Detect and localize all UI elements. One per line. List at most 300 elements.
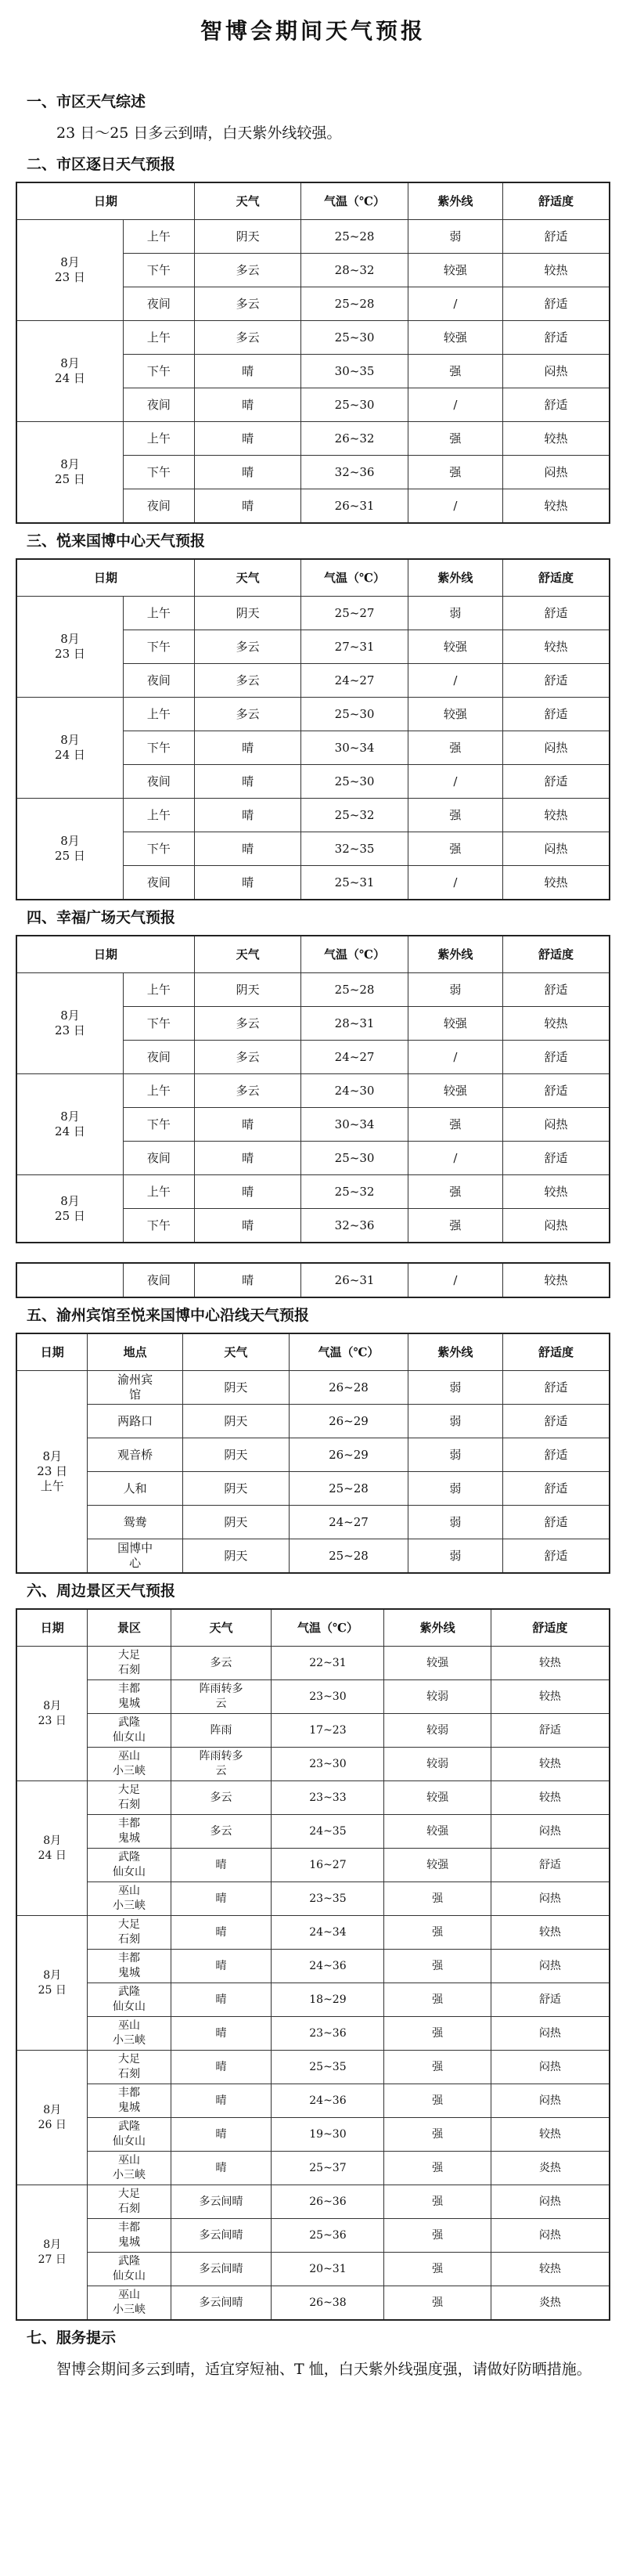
uv-cell: 较强 [408,254,502,287]
table-row [16,2286,610,2321]
date-cell: 8月 24 日 [16,321,123,422]
date-cell: 8月 23 日 [16,220,123,321]
weather-cell: 多云 [194,1041,300,1074]
temp-cell: 30~34 [301,731,408,765]
table-row [16,1371,610,1405]
comfort-cell: 较热 [491,1680,610,1714]
spot-cell: 武隆 仙女山 [88,2118,171,2152]
uv-cell: 较强 [408,698,502,731]
section-title: 六、周边景区天气预报 [27,1582,176,1600]
weather-cell: 晴 [171,2152,272,2185]
table-header-row [16,559,610,597]
uv-cell: 强 [384,2253,491,2286]
comfort-cell: 闷热 [491,2051,610,2084]
spot-cell: 巫山 小三峡 [88,1748,171,1781]
temp-cell: 25~28 [301,220,408,254]
temp-cell: 32~36 [301,456,408,489]
comfort-cell: 闷热 [503,731,610,765]
weather-cell: 晴 [171,1983,272,2017]
period-cell: 下午 [123,254,194,287]
uv-cell: 强 [408,1209,502,1243]
uv-cell: 强 [384,1916,491,1950]
comfort-cell: 闷热 [503,832,610,866]
temp-cell: 25~32 [301,799,408,832]
comfort-cell: 较热 [491,1748,610,1781]
comfort-cell: 闷热 [491,1815,610,1849]
comfort-cell: 闷热 [491,1882,610,1916]
uv-cell: 强 [384,2017,491,2051]
document-title: 智博会期间天气预报 [200,18,426,44]
weather-cell: 阴天 [194,973,300,1007]
uv-cell: 较弱 [384,1680,491,1714]
temp-cell: 24~30 [301,1074,408,1108]
temp-cell: 24~34 [272,1916,384,1950]
column-header-temp: 气温（℃） [290,1333,408,1371]
table-row [16,1815,610,1849]
uv-cell: 弱 [408,1506,502,1539]
table-row [16,2219,610,2253]
weather-cell: 晴 [194,456,300,489]
column-header-uv: 紫外线 [408,1333,502,1371]
table-row [16,2084,610,2118]
comfort-cell: 较热 [503,422,610,456]
uv-cell: 强 [384,2286,491,2321]
weather-cell: 晴 [171,1950,272,1983]
weather-cell: 晴 [194,1209,300,1243]
temp-cell: 26~31 [301,1263,408,1297]
comfort-cell: 舒适 [503,321,610,355]
period-cell: 夜间 [123,664,194,698]
uv-cell: 强 [408,355,502,388]
city-daily-table [16,182,610,524]
uv-cell: 强 [384,2152,491,2185]
uv-cell: 强 [408,1108,502,1142]
temp-cell: 23~33 [272,1781,384,1815]
table-row [16,1680,610,1714]
temp-cell: 22~31 [272,1647,384,1680]
temp-cell: 27~31 [301,630,408,664]
weather-cell: 晴 [194,422,300,456]
weather-cell: 晴 [194,1108,300,1142]
comfort-cell: 较热 [491,2253,610,2286]
column-header-temp: 气温（℃） [301,936,408,973]
column-header-comfort: 舒适度 [503,936,610,973]
column-header-date: 日期 [16,1609,88,1647]
column-header-temp: 气温（℃） [272,1609,384,1647]
comfort-cell: 舒适 [503,1539,610,1574]
table-row [16,2253,610,2286]
weather-cell: 晴 [194,1175,300,1209]
weather-cell: 晴 [171,1849,272,1882]
weather-cell: 晴 [194,1263,300,1297]
comfort-cell: 闷热 [491,2219,610,2253]
temp-cell: 24~27 [290,1506,408,1539]
comfort-cell: 舒适 [503,664,610,698]
comfort-cell: 闷热 [503,355,610,388]
table-row [16,2152,610,2185]
uv-cell: / [408,388,502,422]
weather-cell: 多云 [194,1074,300,1108]
table-row [16,2118,610,2152]
weather-cell: 阵雨转多 云 [171,1748,272,1781]
column-header-temp: 气温（℃） [301,559,408,597]
uv-cell: 强 [408,456,502,489]
period-cell: 下午 [123,1007,194,1041]
comfort-cell: 较热 [491,2118,610,2152]
uv-cell: 强 [408,799,502,832]
uv-cell: / [408,489,502,524]
section-overview [16,92,610,147]
weather-cell: 多云 [194,321,300,355]
temp-cell: 25~30 [301,698,408,731]
weather-cell: 晴 [171,2118,272,2152]
period-cell: 夜间 [123,1142,194,1175]
uv-cell: 弱 [408,220,502,254]
spot-cell: 巫山 小三峡 [88,2017,171,2051]
temp-cell: 30~34 [301,1108,408,1142]
comfort-cell: 闷热 [491,1950,610,1983]
section-tips [16,2329,610,2383]
column-header-temp: 气温（℃） [301,182,408,220]
date-cell: 8月 25 日 [16,799,123,900]
temp-cell: 28~32 [301,254,408,287]
period-cell: 夜间 [123,287,194,321]
date-cell: 8月 26 日 [16,2051,88,2185]
spot-cell: 丰都 鬼城 [88,2084,171,2118]
temp-cell: 26~31 [301,489,408,524]
comfort-cell: 舒适 [503,1405,610,1438]
weather-cell: 晴 [194,832,300,866]
temp-cell: 25~32 [301,1175,408,1209]
temp-cell: 26~38 [272,2286,384,2321]
comfort-cell: 较热 [503,630,610,664]
weather-cell: 晴 [171,2051,272,2084]
section-title: 一、市区天气综述 [27,93,146,110]
uv-cell: / [408,1041,502,1074]
weather-cell: 多云间晴 [171,2185,272,2219]
table-row [16,1781,610,1815]
place-cell: 鸳鸯 [88,1506,182,1539]
uv-cell: 强 [408,1175,502,1209]
weather-cell: 阴天 [194,220,300,254]
uv-cell: 弱 [408,973,502,1007]
period-cell: 夜间 [123,1041,194,1074]
table-row [16,1506,610,1539]
spot-cell: 巫山 小三峡 [88,2286,171,2321]
section-scenic [16,1582,610,2321]
weather-cell: 多云 [194,1007,300,1041]
temp-cell: 26~29 [290,1438,408,1472]
comfort-cell: 闷热 [503,456,610,489]
uv-cell: / [408,664,502,698]
table-row [16,1748,610,1781]
spot-cell: 武隆 仙女山 [88,1714,171,1748]
weather-cell: 多云 [194,664,300,698]
spot-cell: 巫山 小三峡 [88,2152,171,2185]
temp-cell: 25~28 [290,1539,408,1574]
comfort-cell: 舒适 [491,1983,610,2017]
uv-cell: 弱 [408,1472,502,1506]
table-row [16,1175,610,1209]
comfort-cell: 舒适 [503,765,610,799]
weather-cell: 多云间晴 [171,2253,272,2286]
weather-cell: 阴天 [182,1371,289,1405]
period-cell: 上午 [123,321,194,355]
weather-cell: 晴 [194,388,300,422]
uv-cell: 较强 [384,1781,491,1815]
temp-cell: 23~35 [272,1882,384,1916]
column-header-spot: 景区 [88,1609,171,1647]
spot-cell: 大足 石刻 [88,2051,171,2084]
table-row [16,1950,610,1983]
temp-cell: 25~36 [272,2219,384,2253]
period-cell: 上午 [123,597,194,630]
spot-cell: 大足 石刻 [88,1647,171,1680]
comfort-cell: 闷热 [503,1108,610,1142]
temp-cell: 25~30 [301,388,408,422]
date-cell: 8月 25 日 [16,1916,88,2051]
table-row [16,1849,610,1882]
table-row [16,2051,610,2084]
column-header-place: 地点 [88,1333,182,1371]
temp-cell: 24~27 [301,1041,408,1074]
period-cell: 下午 [123,1108,194,1142]
temp-cell: 24~36 [272,2084,384,2118]
comfort-cell: 舒适 [503,1472,610,1506]
spot-cell: 丰都 鬼城 [88,1815,171,1849]
comfort-cell: 较热 [503,1007,610,1041]
temp-cell: 26~29 [290,1405,408,1438]
uv-cell: / [408,287,502,321]
weather-cell: 阴天 [182,1438,289,1472]
temp-cell: 25~30 [301,765,408,799]
table-row [16,1882,610,1916]
table-row [16,1074,610,1108]
weather-cell: 多云 [194,630,300,664]
comfort-cell: 闷热 [503,1209,610,1243]
comfort-cell: 舒适 [503,287,610,321]
column-header-date: 日期 [16,182,194,220]
uv-cell: 较强 [408,1074,502,1108]
comfort-cell: 闷热 [491,2084,610,2118]
column-header-comfort: 舒适度 [491,1609,610,1647]
table-row [16,422,610,456]
temp-cell: 20~31 [272,2253,384,2286]
temp-cell: 16~27 [272,1849,384,1882]
spot-cell: 丰都 鬼城 [88,1680,171,1714]
comfort-cell: 较热 [491,1647,610,1680]
tips-text: 智博会期间多云到晴，适宜穿短袖、T 恤，白天紫外线强度强，请做好防晒措施。 [56,2361,592,2378]
column-header-uv: 紫外线 [408,182,502,220]
weather-cell: 阴天 [182,1539,289,1574]
comfort-cell: 舒适 [503,1371,610,1405]
column-header-date: 日期 [16,936,194,973]
yuelai-table [16,558,610,900]
xingfu-table-continued [16,1262,610,1298]
weather-cell: 阴天 [194,597,300,630]
comfort-cell: 舒适 [503,597,610,630]
uv-cell: 较强 [384,1815,491,1849]
section-city-daily [16,155,610,524]
date-cell: 8月 27 日 [16,2185,88,2321]
column-header-uv: 紫外线 [408,559,502,597]
period-cell: 夜间 [123,1263,194,1297]
date-cell [16,1263,123,1297]
overview-text: 23 日～25 日多云到晴，白天紫外线较强。 [56,124,342,142]
uv-cell: 较弱 [384,1748,491,1781]
period-cell: 下午 [123,1209,194,1243]
uv-cell: 强 [384,1882,491,1916]
section-xingfu-square [16,908,610,1298]
uv-cell: 强 [384,2219,491,2253]
spot-cell: 丰都 鬼城 [88,2219,171,2253]
comfort-cell: 炎热 [491,2152,610,2185]
document-page [16,0,610,2383]
temp-cell: 28~31 [301,1007,408,1041]
xingfu-table [16,935,610,1243]
table-row [16,220,610,254]
place-cell: 国博中 心 [88,1539,182,1574]
column-header-weather: 天气 [194,182,300,220]
period-cell: 下午 [123,630,194,664]
uv-cell: 弱 [408,1539,502,1574]
table-row [16,1647,610,1680]
route-table [16,1333,610,1574]
table-row [16,1916,610,1950]
spot-cell: 武隆 仙女山 [88,2253,171,2286]
section-title: 七、服务提示 [27,2329,117,2347]
temp-cell: 32~36 [301,1209,408,1243]
weather-cell: 阴天 [182,1405,289,1438]
spot-cell: 武隆 仙女山 [88,1849,171,1882]
period-cell: 下午 [123,456,194,489]
comfort-cell: 闷热 [491,2185,610,2219]
comfort-cell: 较热 [503,866,610,900]
table-header-row [16,1609,610,1647]
temp-cell: 24~27 [301,664,408,698]
weather-cell: 多云 [171,1815,272,1849]
uv-cell: 强 [408,832,502,866]
column-header-date: 日期 [16,1333,88,1371]
section-title: 五、渝州宾馆至悦来国博中心沿线天气预报 [27,1307,310,1324]
period-cell: 上午 [123,220,194,254]
weather-cell: 多云 [194,254,300,287]
temp-cell: 25~28 [290,1472,408,1506]
table-row [16,1539,610,1574]
weather-cell: 晴 [171,1916,272,1950]
table-row [16,799,610,832]
date-cell: 8月 25 日 [16,1175,123,1243]
weather-cell: 多云 [171,1781,272,1815]
temp-cell: 30~35 [301,355,408,388]
table-row [16,698,610,731]
date-cell: 8月 23 日 [16,597,123,698]
uv-cell: 强 [384,1983,491,2017]
table-header-row [16,936,610,973]
weather-cell: 晴 [194,355,300,388]
weather-cell: 晴 [171,2084,272,2118]
section-yuelai [16,532,610,900]
weather-cell: 晴 [194,866,300,900]
column-header-weather: 天气 [171,1609,272,1647]
period-cell: 上午 [123,1074,194,1108]
temp-cell: 26~36 [272,2185,384,2219]
column-header-comfort: 舒适度 [503,1333,610,1371]
uv-cell: 较强 [408,321,502,355]
comfort-cell: 舒适 [503,1041,610,1074]
section-title: 二、市区逐日天气预报 [27,156,176,173]
uv-cell: 强 [384,2185,491,2219]
weather-cell: 晴 [194,1142,300,1175]
period-cell: 上午 [123,422,194,456]
comfort-cell: 舒适 [503,220,610,254]
table-row [16,1983,610,2017]
weather-cell: 晴 [194,489,300,524]
comfort-cell: 舒适 [491,1714,610,1748]
spot-cell: 大足 石刻 [88,1781,171,1815]
date-cell: 8月 24 日 [16,1781,88,1916]
scenic-table [16,1608,610,2321]
column-header-date: 日期 [16,559,194,597]
temp-cell: 25~27 [301,597,408,630]
comfort-cell: 舒适 [503,1074,610,1108]
date-cell: 8月 25 日 [16,422,123,524]
temp-cell: 24~35 [272,1815,384,1849]
comfort-cell: 较热 [503,254,610,287]
comfort-cell: 舒适 [503,973,610,1007]
weather-cell: 晴 [194,765,300,799]
temp-cell: 25~30 [301,321,408,355]
temp-cell: 24~36 [272,1950,384,1983]
weather-cell: 阵雨 [171,1714,272,1748]
column-header-weather: 天气 [194,936,300,973]
uv-cell: 强 [384,2051,491,2084]
temp-cell: 25~37 [272,2152,384,2185]
table-row [16,2185,610,2219]
uv-cell: 较强 [408,1007,502,1041]
period-cell: 上午 [123,1175,194,1209]
weather-cell: 晴 [194,731,300,765]
period-cell: 下午 [123,832,194,866]
table-row [16,973,610,1007]
column-header-comfort: 舒适度 [503,559,610,597]
comfort-cell: 舒适 [503,388,610,422]
place-cell: 渝州宾 馆 [88,1371,182,1405]
comfort-cell: 较热 [503,1175,610,1209]
section-route [16,1306,610,1574]
spot-cell: 巫山 小三峡 [88,1882,171,1916]
temp-cell: 25~30 [301,1142,408,1175]
uv-cell: / [408,1142,502,1175]
column-header-weather: 天气 [182,1333,289,1371]
date-cell: 8月 24 日 [16,698,123,799]
place-cell: 观音桥 [88,1438,182,1472]
table-row [16,1405,610,1438]
uv-cell: 弱 [408,1405,502,1438]
period-cell: 下午 [123,355,194,388]
weather-cell: 多云间晴 [171,2286,272,2321]
table-row [16,597,610,630]
weather-cell: 阴天 [182,1472,289,1506]
table-row [16,1438,610,1472]
temp-cell: 19~30 [272,2118,384,2152]
period-cell: 夜间 [123,866,194,900]
period-cell: 下午 [123,731,194,765]
weather-cell: 阵雨转多 云 [171,1680,272,1714]
table-row [16,321,610,355]
date-cell: 8月 23 日 [16,1647,88,1781]
weather-cell: 阴天 [182,1506,289,1539]
